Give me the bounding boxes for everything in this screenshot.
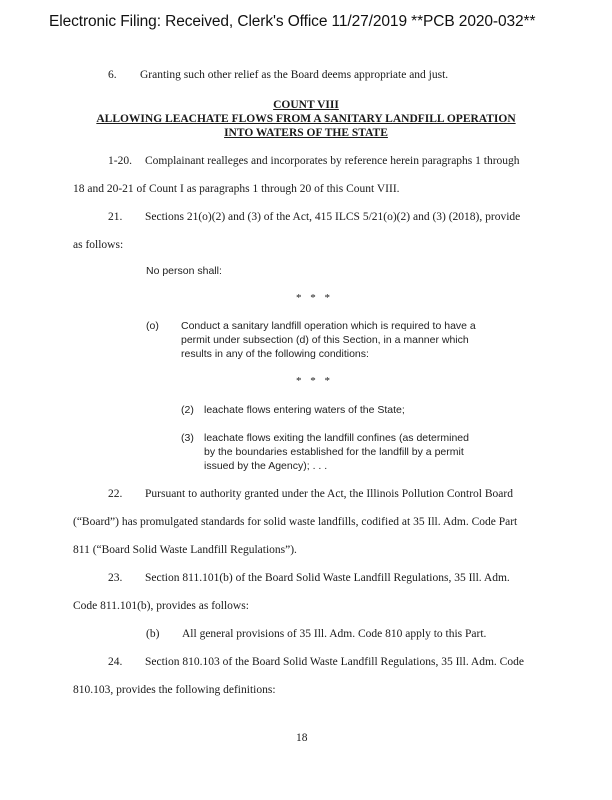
item-3-line: by the boundaries established for the landfill by a permit [204,446,464,458]
subsection-o-line: permit under subsection (d) of this Section, in a manner which [181,334,469,346]
para-6-text: Granting such other relief as the Board deems appropriate and just. [140,69,449,81]
ellipsis-stars: * * * [296,292,333,304]
para-22-line: (“Board”) has promulgated standards for solid waste landfills, codified at 35 Ill. Adm. Code Part [73,516,518,528]
subsection-o-line: results in any of the following conditions: [181,348,369,360]
para-22-number: 22. [108,488,123,500]
subsection-o-label: (o) [146,320,159,332]
count-heading: COUNT VIII [273,99,339,111]
para-6-number: 6. [108,69,117,81]
ellipsis-stars: * * * [296,375,333,387]
para-23-line: Section 811.101(b) of the Board Solid Waste Landfill Regulations, 35 Ill. Adm. [145,572,510,584]
para-23-number: 23. [108,572,123,584]
para-24-line: Section 810.103 of the Board Solid Waste Landfill Regulations, 35 Ill. Adm. Code [145,656,524,668]
para-22-line: 811 (“Board Solid Waste Landfill Regulations”). [73,544,297,556]
count-subheading-line1: ALLOWING LEACHATE FLOWS FROM A SANITARY LANDFILL OPERATION [96,113,516,125]
item-3-label: (3) [181,432,194,444]
subsection-b-label: (b) [146,628,160,640]
para-1-20-line: Complainant realleges and incorporates by reference herein paragraphs 1 through [145,155,520,167]
para-22-line: Pursuant to authority granted under the Act, the Illinois Pollution Control Board [145,488,513,500]
page-number: 18 [296,732,308,744]
para-21-line: Sections 21(o)(2) and (3) of the Act, 415 ILCS 5/21(o)(2) and (3) (2018), provide [145,211,521,223]
item-2-text: leachate flows entering waters of the State; [204,404,405,416]
para-23-line: Code 811.101(b), provides as follows: [73,600,249,612]
para-1-20-number: 1-20. [108,155,132,167]
para-1-20-line: 18 and 20-21 of Count I as paragraphs 1 through 20 of this Count VIII. [73,183,400,195]
subsection-o-line: Conduct a sanitary landfill operation which is required to have a [181,320,476,332]
item-3-line: leachate flows exiting the landfill confines (as determined [204,432,469,444]
item-3-line: issued by the Agency); . . . [204,460,328,472]
para-21-line: as follows: [73,239,124,251]
para-24-number: 24. [108,656,123,668]
para-21-number: 21. [108,211,123,223]
quote-intro: No person shall: [146,265,222,277]
para-24-line: 810.103, provides the following definitions: [73,684,276,696]
item-2-label: (2) [181,404,194,416]
filing-stamp: Electronic Filing: Received, Clerk's Office 11/27/2019 **PCB 2020-032** [49,13,536,30]
subsection-b-text: All general provisions of 35 Ill. Adm. Code 810 apply to this Part. [182,628,487,640]
count-subheading-line2: INTO WATERS OF THE STATE [224,127,388,139]
